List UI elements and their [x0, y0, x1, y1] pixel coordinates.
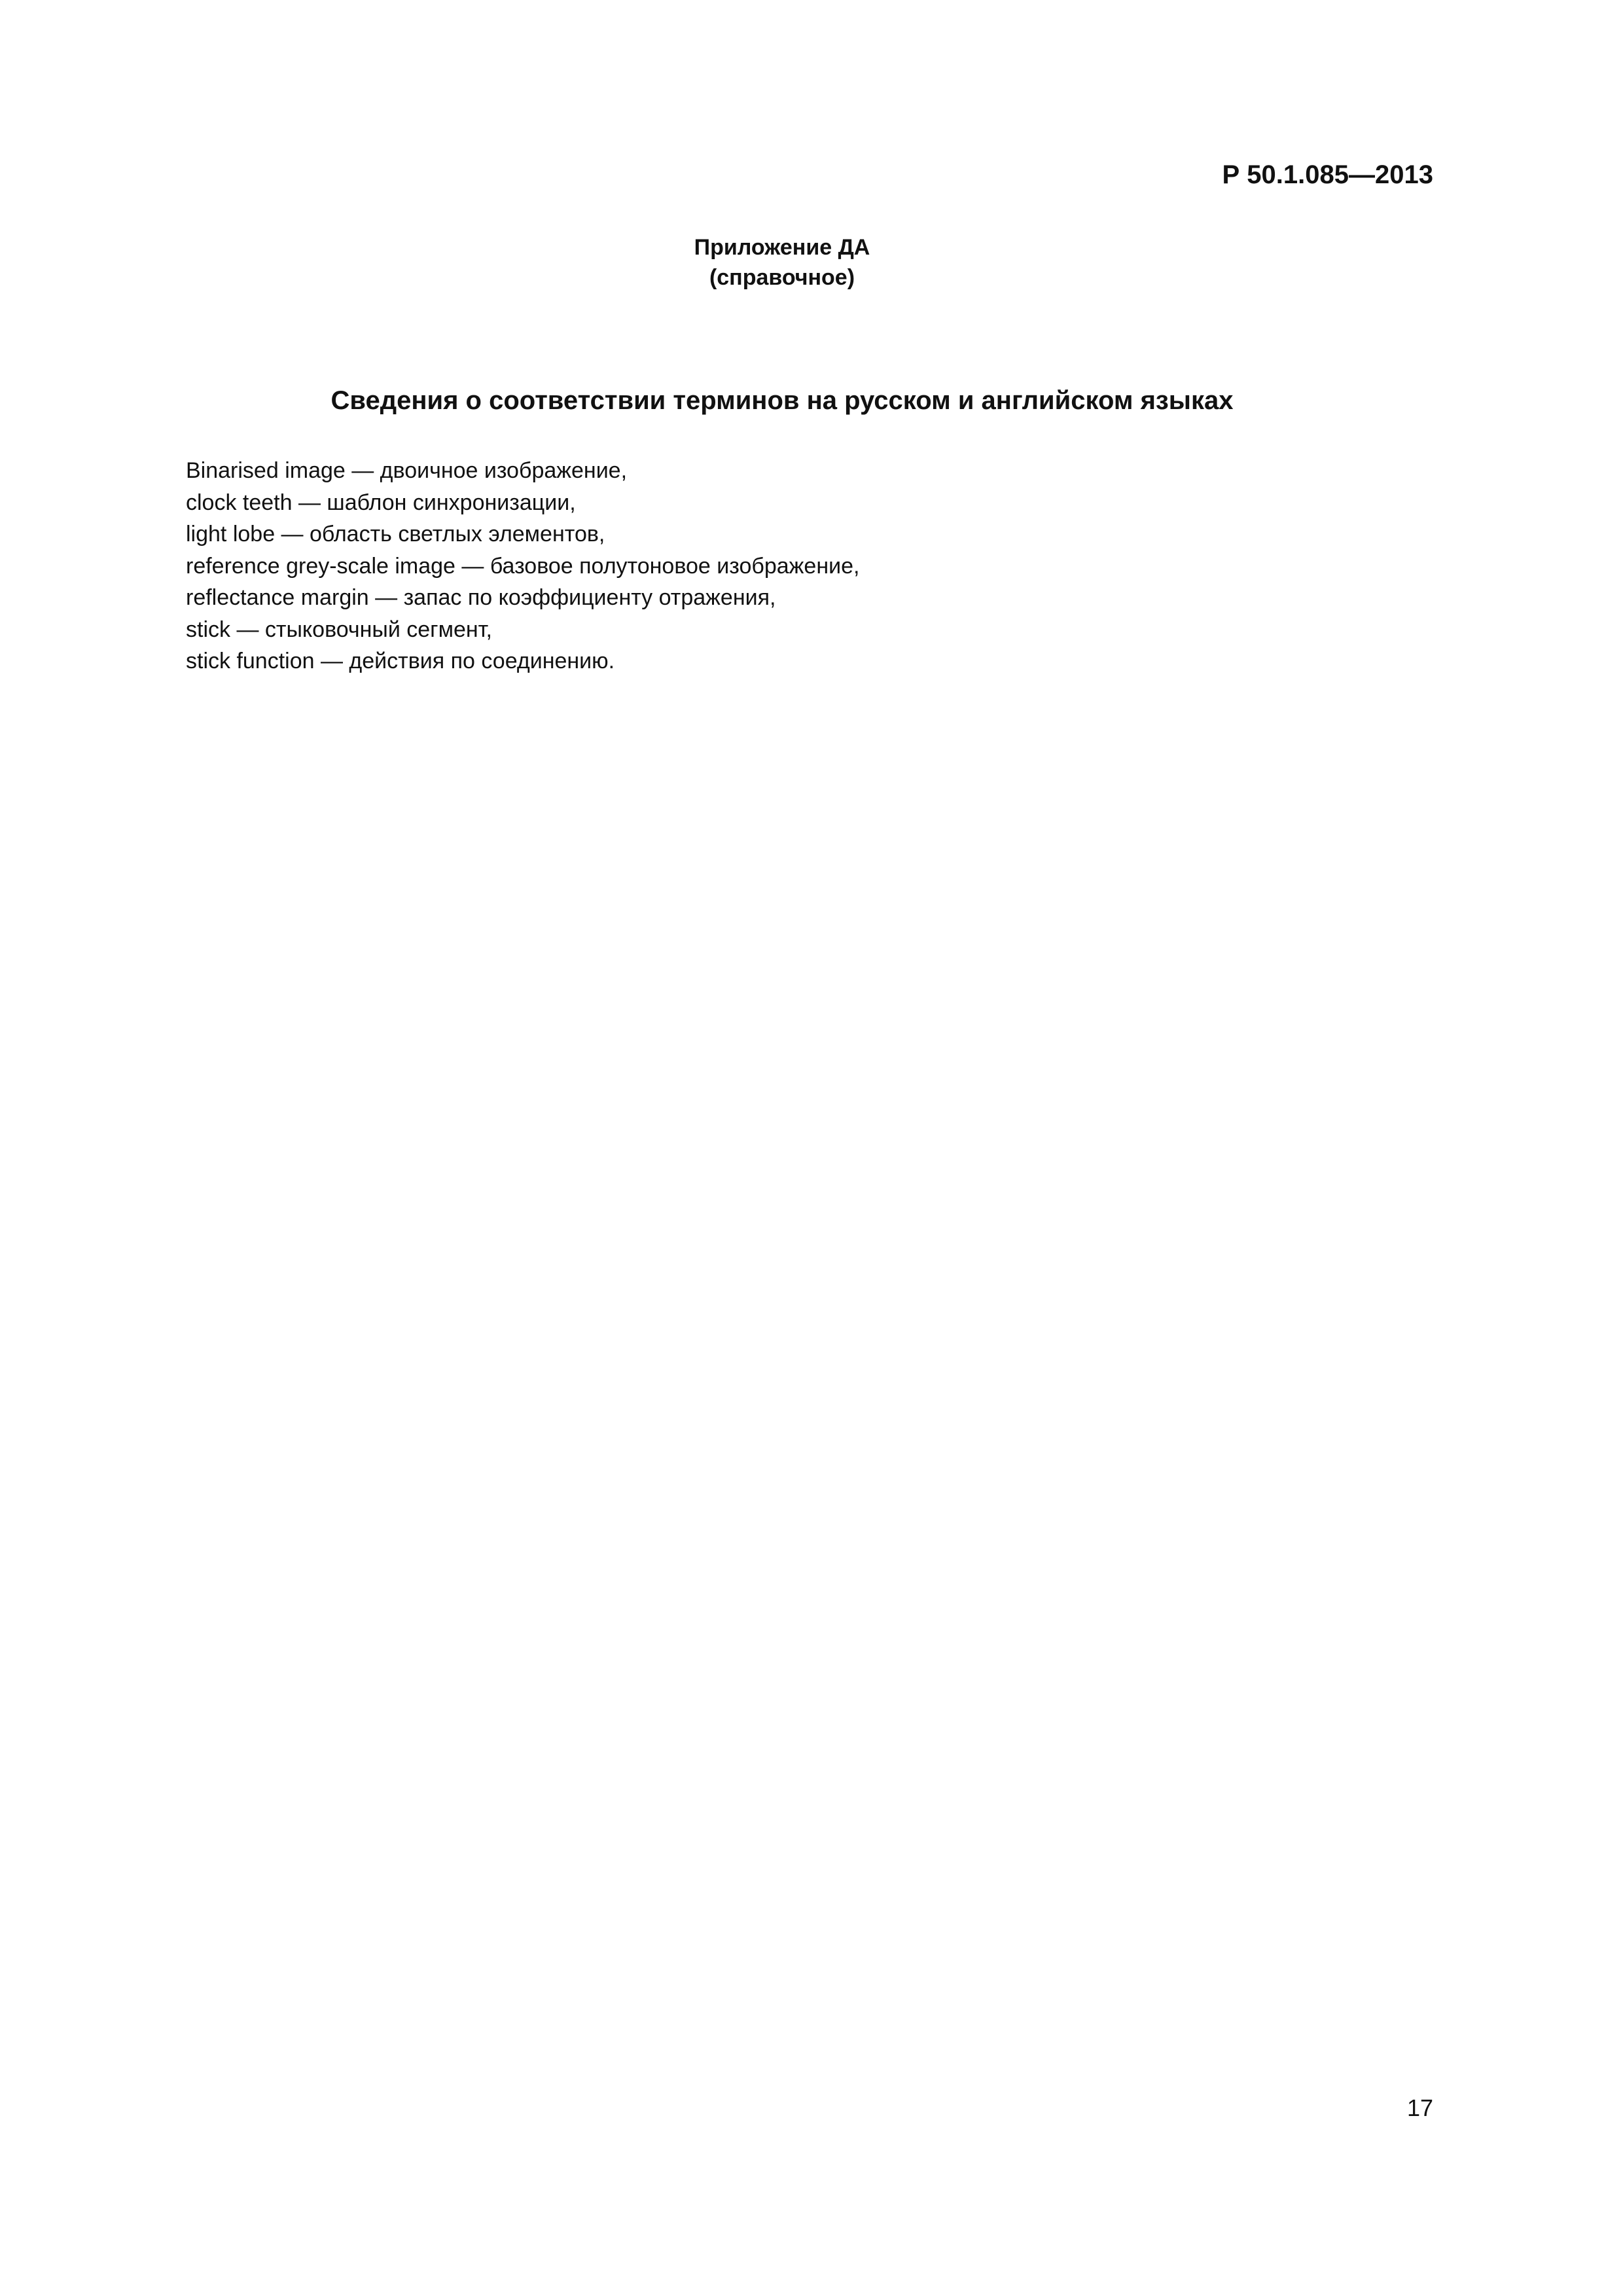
annex-subtitle: (справочное): [709, 265, 855, 290]
term-item: stick — стыковочный сегмент,: [186, 617, 492, 642]
term-item: clock teeth — шаблон синхронизации,: [186, 490, 576, 515]
term-item: Binarised image — двоичное изображение,: [186, 458, 628, 483]
section-title: Сведения о соответствии терминов на русском и английском языках: [330, 386, 1234, 415]
term-item: light lobe — область светлых элементов,: [186, 522, 605, 547]
term-item: reference grey-scale image — базовое полутоновое изображение,: [186, 553, 860, 579]
document-code: Р 50.1.085—2013: [1222, 160, 1433, 189]
annex-title: Приложение ДА: [694, 235, 870, 260]
annex-heading: [0, 232, 1564, 293]
term-item: stick function — действия по соединению.: [186, 649, 615, 673]
terms-list: [186, 455, 859, 677]
term-item: reflectance margin — запас по коэффициенту отражения,: [186, 585, 776, 610]
page-number: 17: [1406, 2094, 1433, 2121]
